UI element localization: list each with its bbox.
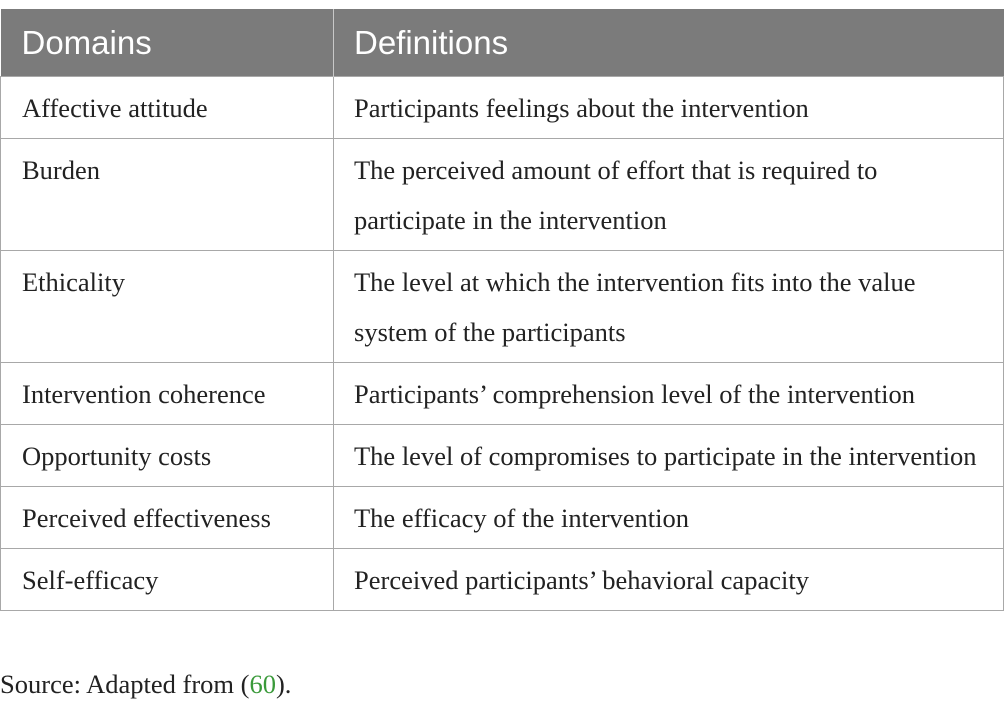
source-prefix: Source: Adapted from ( [0,669,250,699]
domain-cell: Affective attitude [1,77,334,139]
domain-cell: Perceived effectiveness [1,487,334,549]
table-row [1,549,1004,611]
domain-cell: Intervention coherence [1,363,334,425]
definition-cell: The perceived amount of effort that is required to participate in the intervention [334,139,1004,251]
header-definitions: Definitions [334,9,1004,77]
definition-cell: The level of compromises to participate in the intervention [334,425,1004,487]
definition-cell: Participants feelings about the intervention [334,77,1004,139]
table-row [1,251,1004,363]
source-reference-link[interactable]: 60 [249,669,276,699]
domain-cell: Self-efficacy [1,549,334,611]
source-suffix: ). [275,669,292,699]
domains-table-container [0,9,1004,611]
definition-cell: Perceived participants’ behavioral capacity [334,549,1004,611]
definition-cell: The efficacy of the intervention [334,487,1004,549]
domain-cell: Ethicality [1,251,334,363]
table-row [1,139,1004,251]
definition-cell: Participants’ comprehension level of the intervention [334,363,1004,425]
table-row [1,363,1004,425]
table-header-row [1,9,1004,77]
domain-cell: Burden [1,139,334,251]
domains-table [0,9,1004,611]
table-row [1,77,1004,139]
table-row [1,487,1004,549]
header-domains: Domains [1,9,334,77]
definition-cell: The level at which the intervention fits into the value system of the participants [334,251,1004,363]
domain-cell: Opportunity costs [1,425,334,487]
table-row [1,425,1004,487]
source-note [0,669,291,700]
